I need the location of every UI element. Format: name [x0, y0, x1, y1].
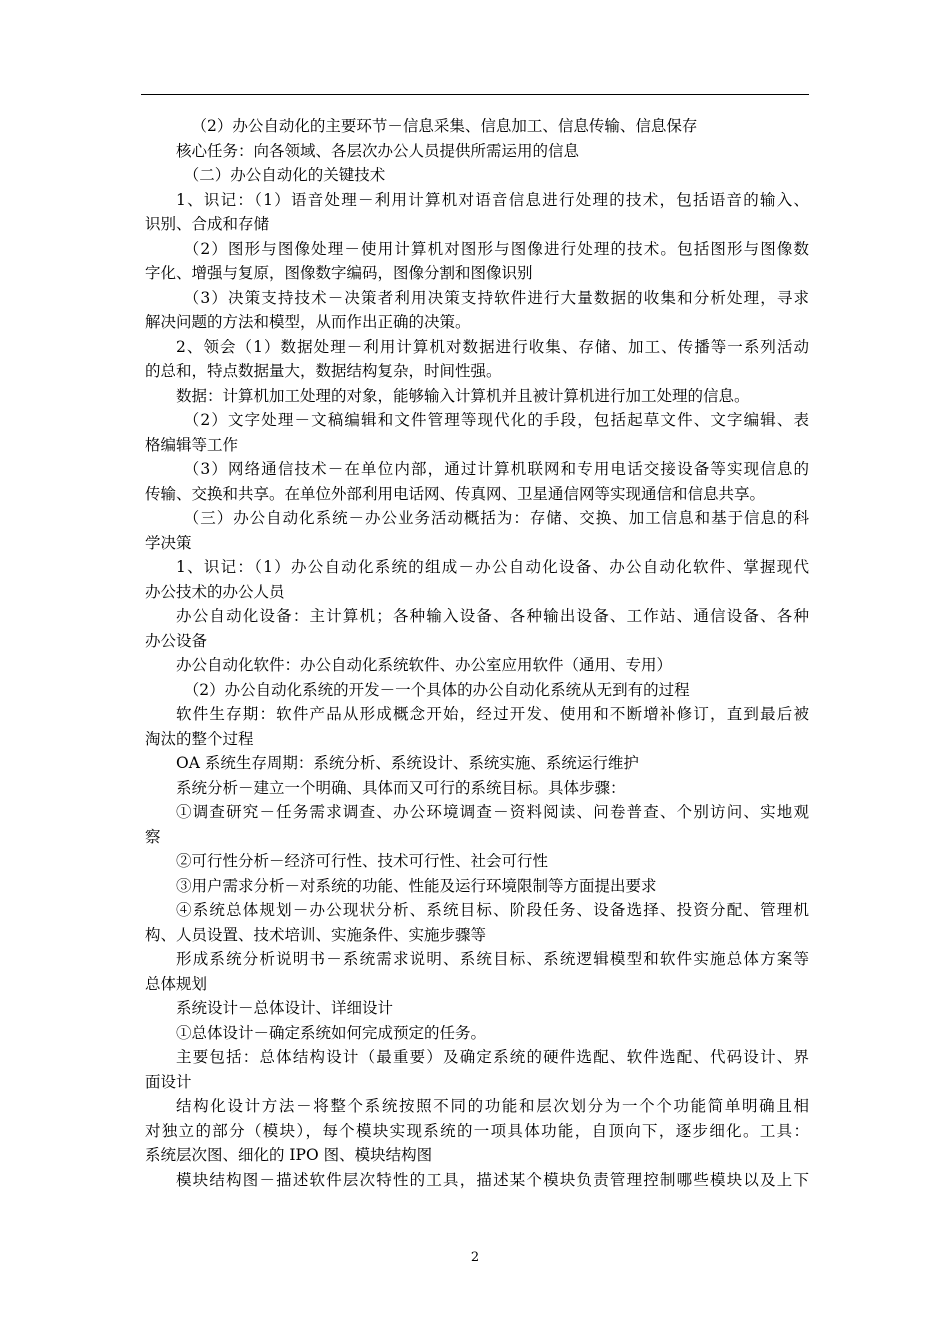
text-line: 淘汰的整个过程 [145, 729, 254, 748]
text-line: 软件生存期：软件产品从形成概念开始，经过开发、使用和不断增补修订，直到最后被 [176, 705, 809, 723]
text-line: 系统分析－建立一个明确、具体而又可行的系统目标。具体步骤： [176, 778, 626, 797]
text-line: （二）办公自动化的关键技术 [183, 166, 386, 184]
text-line: （3）决策支持技术－决策者利用决策支持软件进行大量数据的收集和分析处理，寻求 [183, 288, 809, 307]
text-line: 察 [145, 827, 161, 846]
header-rule [141, 94, 809, 95]
text-line: 系统层次图、细化的 IPO 图、模块结构图 [145, 1146, 433, 1164]
text-line: 核心任务：向各领域、各层次办公人员提供所需运用的信息 [176, 141, 580, 160]
text-line: 解决问题的方法和模型，从而作出正确的决策。 [145, 313, 471, 331]
text-line: 1、识记：（1）办公自动化系统的组成－办公自动化设备、办公自动化软件、掌握现代 [176, 558, 809, 576]
text-line: 数据：计算机加工处理的对象，能够输入计算机并且被计算机进行加工处理的信息。 [176, 386, 750, 405]
text-line: ①总体设计－确定系统如何完成预定的任务。 [176, 1023, 487, 1042]
text-line: 模块结构图－描述软件层次特性的工具，描述某个模块负责管理控制哪些模块以及上下 [176, 1170, 809, 1189]
text-line: （3）网络通信技术－在单位内部，通过计算机联网和专用电话交接设备等实现信息的 [183, 460, 809, 478]
text-line: （2）文字处理－文稿编辑和文件管理等现代化的手段，包括起草文件、文字编辑、表 [183, 411, 809, 429]
text-line: 1、识记：（1）语音处理－利用计算机对语音信息进行处理的技术，包括语音的输入、 [176, 190, 809, 209]
text-line: 2、领会（1）数据处理－利用计算机对数据进行收集、存储、加工、传播等一系列活动 [176, 337, 809, 356]
text-line: 的总和，特点数据量大，数据结构复杂，时间性强。 [145, 362, 502, 380]
text-line: 识别、合成和存储 [145, 215, 270, 233]
text-line: ①调查研究－任务需求调查、办公环境调查－资料阅读、问卷普查、个别访问、实地观 [176, 803, 809, 821]
text-line: 结构化设计方法－将整个系统按照不同的功能和层次划分为一个个功能简单明确且相 [176, 1097, 809, 1115]
text-line: ④系统总体规划－办公现状分析、系统目标、阶段任务、设备选择、投资分配、管理机 [176, 901, 809, 919]
text-line: （三）办公自动化系统－办公业务活动概括为：存储、交换、加工信息和基于信息的科 [183, 509, 809, 527]
text-line: （2）办公自动化的主要环节－信息采集、信息加工、信息传输、信息保存 [191, 117, 698, 135]
text-line: 办公技术的办公人员 [145, 582, 285, 601]
text-line: 对独立的部分（模块），每个模块实现系统的一项具体功能，自顶向下，逐步细化。工具： [145, 1121, 809, 1140]
text-line: 格编辑等工作 [145, 435, 239, 454]
page-number: 2 [470, 1250, 480, 1265]
text-line: 形成系统分析说明书－系统需求说明、系统目标、系统逻辑模型和软件实施总体方案等 [176, 950, 809, 968]
text-line: 办公自动化软件：办公自动化系统软件、办公室应用软件（通用、专用） [176, 656, 673, 674]
text-line: （2）图形与图像处理－使用计算机对图形与图像进行处理的技术。包括图形与图像数 [183, 239, 809, 258]
text-line: 学决策 [145, 533, 192, 552]
text-line: 字化、增强与复原，图像数字编码，图像分割和图像识别 [145, 264, 533, 282]
text-line: 系统设计－总体设计、详细设计 [176, 999, 394, 1017]
text-line: （2）办公自动化系统的开发－一个具体的办公自动化系统从无到有的过程 [183, 680, 690, 699]
text-line: ②可行性分析－经济可行性、技术可行性、社会可行性 [176, 852, 549, 870]
text-line: ③用户需求分析－对系统的功能、性能及运行环境限制等方面提出要求 [176, 876, 657, 895]
text-line: 办公设备 [145, 631, 208, 650]
text-line: 总体规划 [145, 974, 208, 993]
text-line: OA 系统生存周期：系统分析、系统设计、系统实施、系统运行维护 [176, 754, 639, 772]
text-line: 办公自动化设备：主计算机；各种输入设备、各种输出设备、工作站、通信设备、各种 [176, 607, 809, 625]
text-line: 传输、交换和共享。在单位外部利用电话网、传真网、卫星通信网等实现通信和信息共享。 [145, 484, 766, 503]
document-body [145, 114, 809, 1192]
text-line: 主要包括：总体结构设计（最重要）及确定系统的硬件选配、软件选配、代码设计、界 [176, 1048, 809, 1066]
text-line: 面设计 [145, 1072, 192, 1091]
text-line: 构、人员设置、技术培训、实施条件、实施步骤等 [145, 925, 487, 944]
